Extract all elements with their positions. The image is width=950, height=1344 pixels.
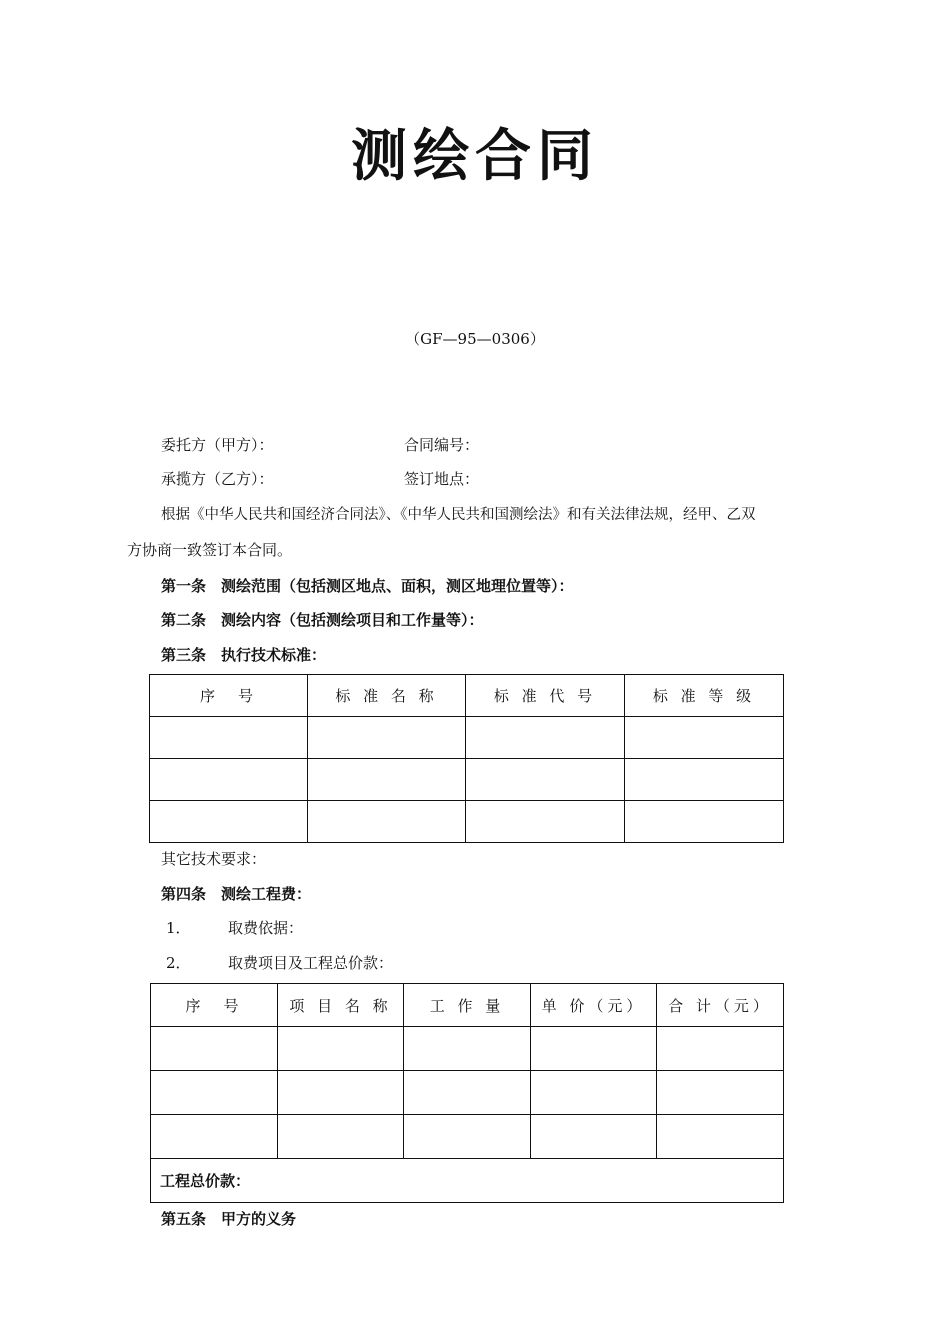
fee-header-cell: 项 目 名 称 [278, 984, 404, 1027]
fee-item-1-label: 取费依据： [228, 919, 304, 937]
other-requirements-label: 其它技术要求： [161, 850, 267, 868]
table-cell[interactable] [466, 717, 625, 759]
table-cell[interactable] [657, 1115, 784, 1159]
fee-item-1-number: 1． [166, 919, 191, 937]
table-cell[interactable] [151, 1115, 278, 1159]
article-4-heading: 第四条 测绘工程费： [161, 885, 312, 903]
article-2-heading: 第二条 测绘内容（包括测绘项目和工作量等）： [161, 611, 484, 629]
standards-header-cell: 标 准 代 号 [466, 675, 625, 717]
article-3-heading: 第三条 执行技术标准： [161, 646, 327, 664]
table-cell[interactable] [625, 801, 784, 843]
contract-number-label: 合同编号： [404, 436, 480, 454]
intro-paragraph-line1: 根据《中华人民共和国经济合同法》、《中华人民共和国测绘法》和有关法律法规，经甲、乙双 [161, 507, 756, 523]
standards-header-cell: 序 号 [150, 675, 308, 717]
fee-header-cell: 序 号 [151, 984, 278, 1027]
party-b-label: 承揽方（乙方）： [161, 470, 274, 488]
table-cell[interactable] [151, 1027, 278, 1071]
table-cell[interactable] [151, 1071, 278, 1115]
table-cell[interactable] [625, 717, 784, 759]
total-price-label: 工程总价款： [151, 1159, 784, 1203]
sign-place-label: 签订地点： [404, 470, 480, 488]
table-cell[interactable] [150, 759, 308, 801]
standards-table [149, 674, 784, 843]
table-cell[interactable] [150, 801, 308, 843]
table-row [151, 1027, 784, 1071]
table-cell[interactable] [278, 1027, 404, 1071]
table-cell[interactable] [308, 717, 466, 759]
party-a-label: 委托方（甲方）： [161, 436, 274, 454]
fee-header-cell: 工 作 量 [404, 984, 531, 1027]
table-cell[interactable] [657, 1027, 784, 1071]
document-title: 测绘合同 [351, 124, 599, 189]
table-cell[interactable] [308, 801, 466, 843]
table-row [150, 717, 784, 759]
fee-table [150, 983, 784, 1203]
contract-code: （GF—95—0306） [405, 330, 545, 348]
table-cell[interactable] [531, 1071, 657, 1115]
fee-header-cell: 单 价（元） [531, 984, 657, 1027]
table-cell[interactable] [531, 1027, 657, 1071]
fee-item-2-number: 2． [166, 954, 191, 972]
article-5-heading: 第五条 甲方的义务 [161, 1210, 297, 1228]
table-cell[interactable] [466, 759, 625, 801]
article-1-heading: 第一条 测绘范围（包括测区地点、面积，测区地理位置等）： [161, 577, 574, 595]
intro-paragraph-line2: 方协商一致签订本合同。 [127, 541, 293, 559]
table-row [150, 759, 784, 801]
table-cell[interactable] [278, 1071, 404, 1115]
table-cell[interactable] [308, 759, 466, 801]
table-cell[interactable] [531, 1115, 657, 1159]
table-row [151, 1071, 784, 1115]
table-cell[interactable] [625, 759, 784, 801]
table-cell[interactable] [278, 1115, 404, 1159]
table-row [150, 801, 784, 843]
fee-header-cell: 合 计（元） [657, 984, 784, 1027]
table-cell[interactable] [404, 1071, 531, 1115]
table-cell[interactable] [150, 717, 308, 759]
table-cell[interactable] [404, 1027, 531, 1071]
table-cell[interactable] [404, 1115, 531, 1159]
standards-header-cell: 标 准 名 称 [308, 675, 466, 717]
table-row [151, 1115, 784, 1159]
standards-header-cell: 标 准 等 级 [625, 675, 784, 717]
table-cell[interactable] [466, 801, 625, 843]
table-cell[interactable] [657, 1071, 784, 1115]
fee-item-2-label: 取费项目及工程总价款： [228, 954, 394, 972]
